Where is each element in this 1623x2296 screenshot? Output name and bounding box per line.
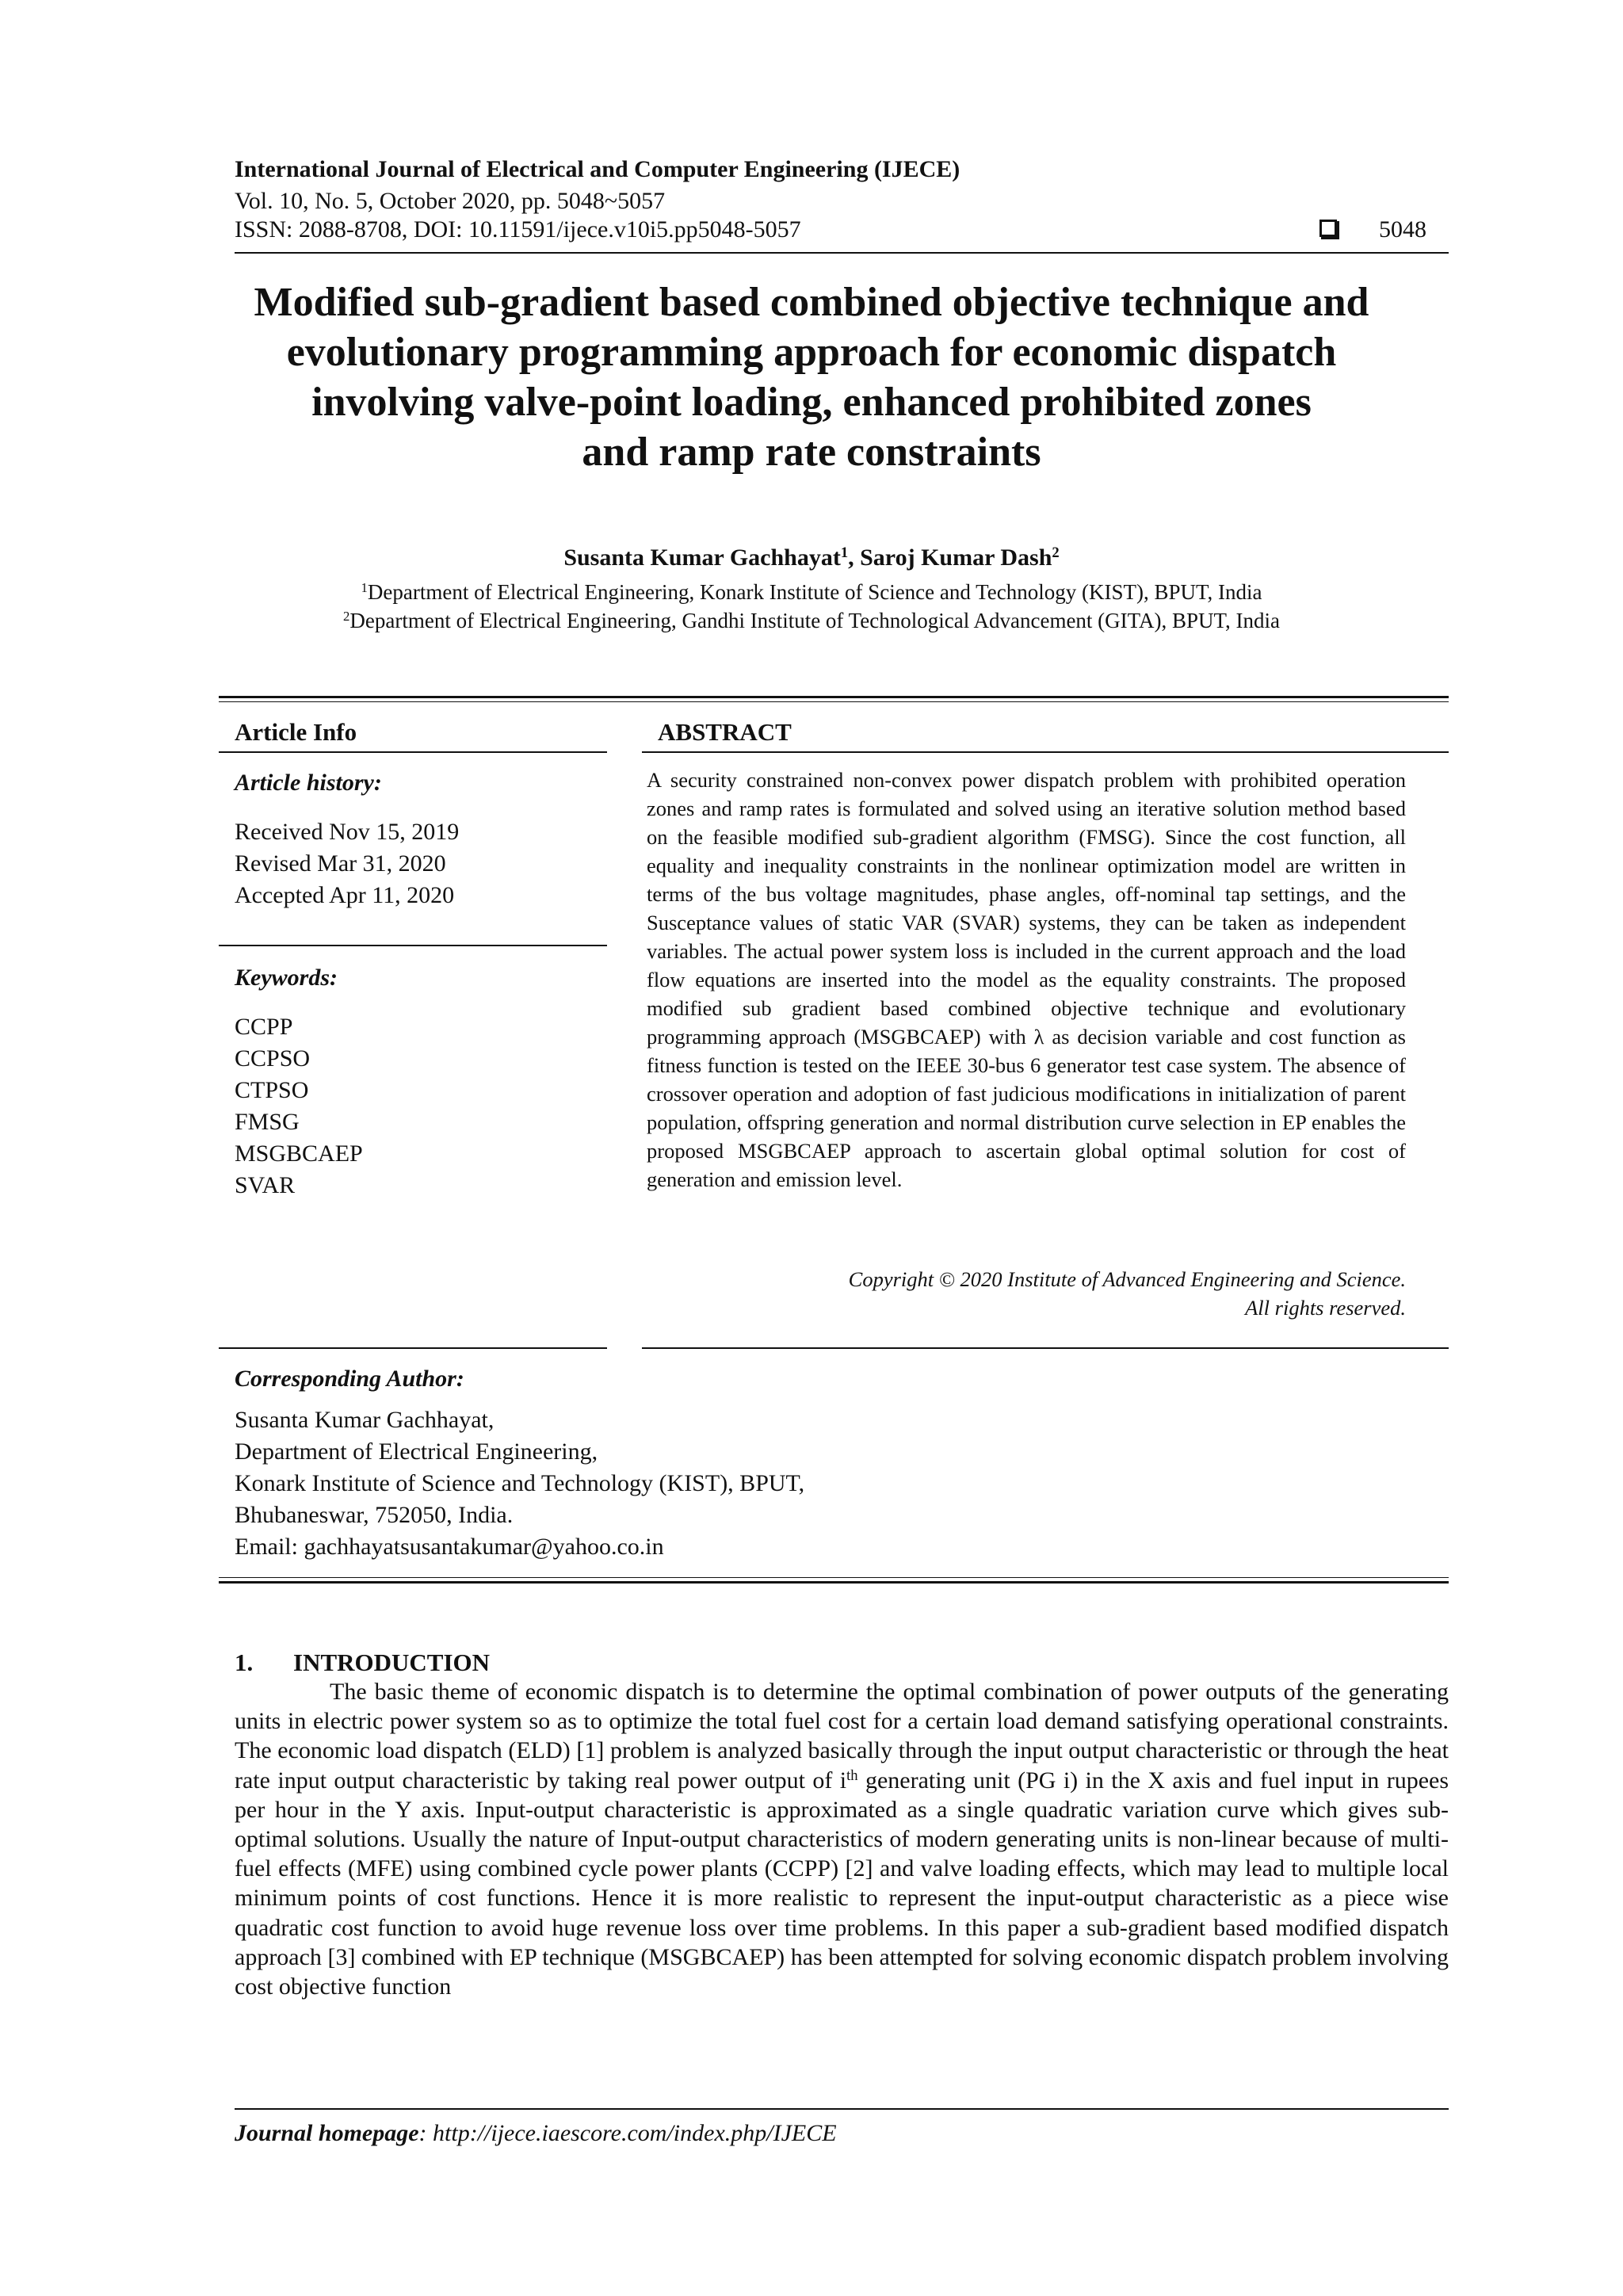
author-superscript: 1 [840, 544, 849, 561]
title-line: and ramp rate constraints [582, 430, 1041, 475]
footer-rule [235, 2108, 1449, 2110]
accepted-date: Accepted Apr 11, 2020 [235, 882, 455, 908]
affiliation-text: Department of Electrical Engineering, Konark Institute of Science and Technology (KIST), BPUT, India [367, 580, 1262, 604]
rights-line: All rights reserved. [1245, 1296, 1406, 1320]
keywords-rule [219, 1347, 607, 1349]
title-line: evolutionary programming approach for economic dispatch [286, 330, 1337, 375]
page-number: 5048 [1379, 216, 1426, 243]
affiliation [158, 607, 1465, 634]
article-info-rule [219, 751, 607, 753]
copyright-line: Copyright © 2020 Institute of Advanced Engineering and Science. [848, 1267, 1406, 1291]
keyword: MSGBCAEP [235, 1140, 363, 1167]
keyword: CCPP [235, 1014, 293, 1040]
keyword: CCPSO [235, 1045, 311, 1072]
paper-title [158, 277, 1465, 477]
affiliation [158, 579, 1465, 606]
keyword: CTPSO [235, 1077, 309, 1103]
page-box-icon [1319, 220, 1337, 237]
info-box-bottom-rule [219, 1581, 1449, 1584]
abstract-text: A security constrained non-convex power dispatch problem with prohibited operation zones and ramp rates is formulated and solved using an iterative solution method based on the feasible modified sub-gradient algorithm (FMSG). Since the cost function, all equality and inequality constraints in the nonlinear optimization model are written in terms of the bus voltage magnitudes, phase angles, off-nominal tap settings, and the Susceptance values of static VAR (SVAR) systems, they can be taken as independent variables. The actual power system loss is included in the current approach and the load flow equations are inserted into the model as the equality constraints. The proposed modified sub gradient based combined objective technique and evolutionary programming approach (MSGBCAEP) with λ as decision variable and cost function as fitness function is tested on the IEEE 30-bus 6 generator test case system. The absence of crossover operation and adoption of fast judicious modifications in initialization of parent population, offspring generation and normal distribution curve selection in EP enables the proposed MSGBCAEP approach to ascertain global optimal solution for cost of generation and emission level. [647, 768, 1406, 1191]
title-line: involving valve-point loading, enhanced prohibited zones [311, 380, 1312, 425]
corresponding-name: Susanta Kumar Gachhayat, [235, 1407, 495, 1433]
homepage-link[interactable]: http://ijece.iaescore.com/index.php/IJECE [433, 2120, 837, 2146]
introduction-paragraph [235, 1677, 1449, 2001]
info-box-top-rule-inner [219, 701, 1449, 702]
intro-text: generating unit (PG i) in the X axis and fuel input in rupees per hour in the Y axis. Input-output characteristic is approximated as a single quadratic variation curve which gives sub-optimal solutions. Usually the nature of Input-output characteristics of modern generating units is non-linear because of multi-fuel effects (MFE) using combined cycle power plants (CCPP) [2] and valve loading effects, which may lead to multiple local minimum points of cost functions. Hence it is more realistic to represent the input-output characteristic as a piece wise quadratic cost function to avoid huge revenue loss over time problems. In this paper a sub-gradient based modified dispatch approach [3] combined with EP technique (MSGBCAEP) has been attempted for solving economic dispatch problem involving cost objective function [235, 1767, 1449, 2000]
abstract-bottom-rule [642, 1347, 1449, 1349]
journal-homepage [235, 2119, 837, 2148]
footer-separator: : [418, 2120, 433, 2146]
ordinal-superscript: th [846, 1767, 858, 1784]
keyword: SVAR [235, 1172, 296, 1198]
affiliation-text: Department of Electrical Engineering, Gandhi Institute of Technological Advancement (GITA), BPUT, India [349, 609, 1280, 632]
volume-info: Vol. 10, No. 5, October 2020, pp. 5048~5057 [235, 188, 666, 214]
info-box-bottom-rule-inner [219, 1577, 1449, 1578]
section-number: 1. [235, 1648, 254, 1676]
article-info-heading: Article Info [235, 718, 357, 746]
section-title: INTRODUCTION [293, 1648, 491, 1676]
article-history-heading: Article history: [235, 770, 382, 796]
keyword-list [235, 1011, 363, 1201]
info-box-top-rule [219, 696, 1449, 698]
author-list [158, 544, 1465, 572]
issn-doi: ISSN: 2088-8708, DOI: 10.11591/ijece.v10i5.pp5048-5057 [235, 216, 801, 243]
affiliation-superscript: 2 [343, 608, 350, 624]
history-rule [219, 945, 607, 946]
corresponding-city: Bhubaneswar, 752050, India. [235, 1502, 514, 1528]
corresponding-dept: Department of Electrical Engineering, [235, 1438, 598, 1465]
keywords-heading: Keywords: [235, 965, 338, 991]
article-history [235, 816, 459, 911]
abstract-rule [642, 751, 1449, 753]
journal-name: International Journal of Electrical and Computer Engineering (IJECE) [235, 156, 960, 182]
introduction-body [235, 1677, 1449, 2001]
author-name: Susanta Kumar Gachhayat [563, 544, 841, 571]
header-rule [235, 252, 1449, 254]
revised-date: Revised Mar 31, 2020 [235, 850, 446, 877]
keyword: FMSG [235, 1109, 300, 1135]
corresponding-institute: Konark Institute of Science and Technology (KIST), BPUT, [235, 1470, 805, 1496]
intro-text: The basic theme of economic dispatch is to determine the optimal combination of power outputs of the generating units in electric power system so as to optimize the total fuel cost for a certain load demand satisfying operational constraints. The economic load dispatch (ELD) [1] problem is analyzed basically through the input output characteristic or through the heat rate input output characteristic by taking real power output of i [235, 1679, 1449, 1794]
author-separator: , [848, 544, 861, 571]
title-line: Modified sub-gradient based combined objective technique and [254, 280, 1369, 325]
affiliation-superscript: 1 [361, 579, 368, 595]
author-name: Saroj Kumar Dash [860, 544, 1052, 571]
corresponding-heading: Corresponding Author: [235, 1366, 464, 1392]
corresponding-details [235, 1404, 804, 1563]
corresponding-email[interactable]: Email: gachhayatsusantakumar@yahoo.co.in [235, 1534, 664, 1560]
abstract-heading: ABSTRACT [658, 718, 792, 746]
footer-label: Journal homepage [235, 2120, 419, 2146]
author-superscript: 2 [1052, 544, 1060, 561]
introduction-heading [235, 1648, 490, 1677]
received-date: Received Nov 15, 2019 [235, 819, 460, 845]
